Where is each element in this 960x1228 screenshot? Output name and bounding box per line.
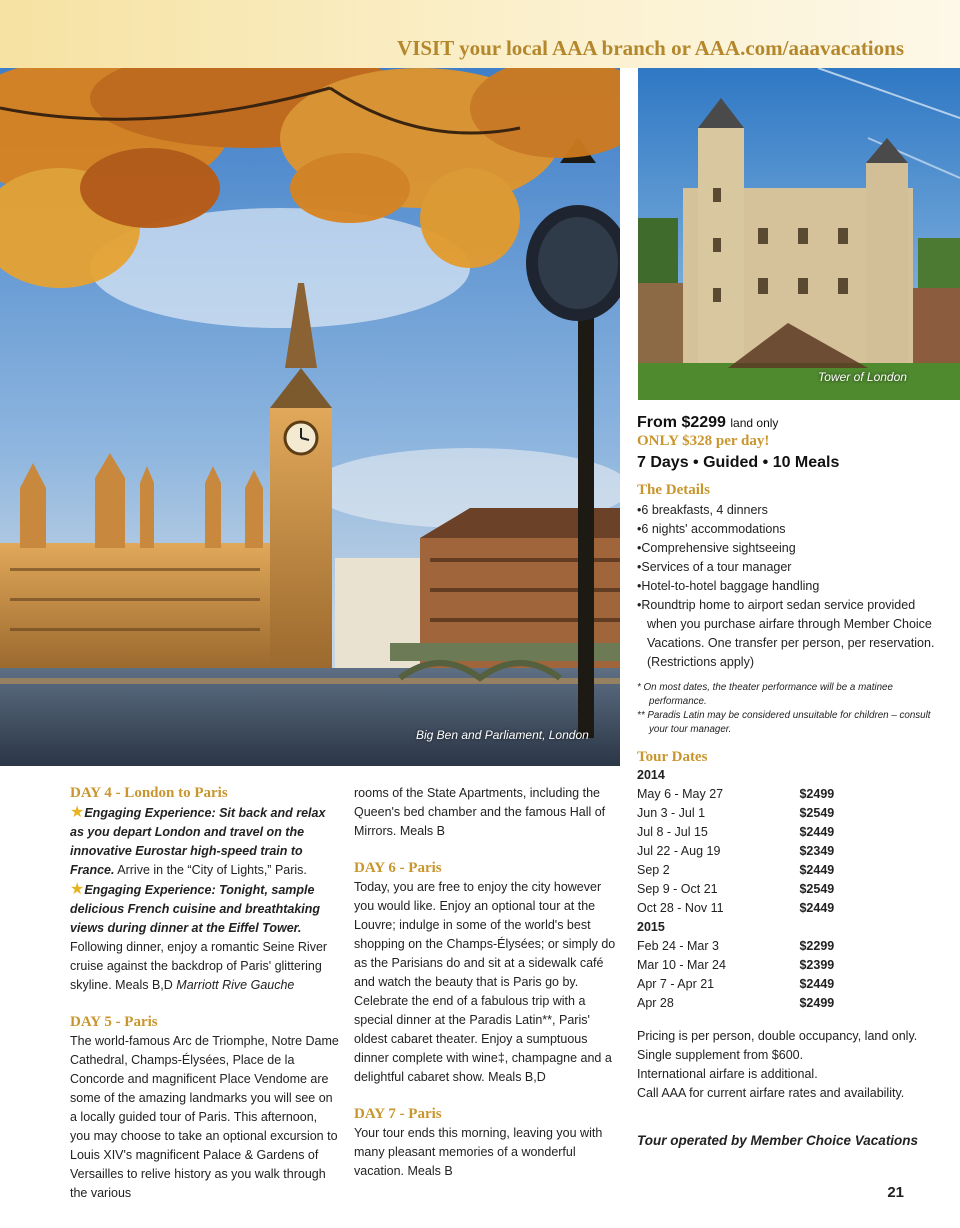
tower-caption: Tower of London	[818, 370, 907, 384]
date-range: Sep 2	[637, 863, 670, 877]
list-item: • Hotel-to-hotel baggage handling	[637, 577, 937, 596]
date-range: Sep 9 - Oct 21	[637, 882, 718, 896]
banner-text: VISIT your local AAA branch or AAA.com/aaavacations	[397, 36, 904, 60]
date-price: $2549	[799, 806, 835, 820]
date-price: $2449	[799, 977, 835, 991]
list-item: • 6 nights' accommodations	[637, 520, 937, 539]
table-row	[637, 994, 863, 1013]
day7-heading: DAY 7 - Paris	[354, 1106, 442, 1122]
page-number: 21	[887, 1184, 904, 1201]
table-row	[637, 823, 863, 842]
list-item: • 6 breakfasts, 4 dinners	[637, 501, 937, 520]
hotel-name: Marriott Rive Gauche	[176, 978, 295, 992]
date-price: $2449	[799, 825, 835, 839]
date-price: $2549	[799, 882, 835, 896]
table-row	[637, 880, 863, 899]
price-note: land only	[730, 416, 779, 430]
details-heading: The Details	[637, 482, 710, 498]
date-price: $2499	[799, 996, 835, 1010]
tower-of-london-photo	[638, 68, 960, 400]
day4-heading: DAY 4 - London to Paris	[70, 785, 228, 801]
date-range: Feb 24 - Mar 3	[637, 939, 719, 953]
engaging-experience: Engaging Experience: Sit back and relax as you depart London and travel on the innovative Eurostar high-speed train to France.	[70, 806, 326, 877]
date-price: $2399	[799, 958, 835, 972]
list-item: • Comprehensive sightseeing	[637, 539, 937, 558]
table-row	[637, 899, 863, 918]
list-item: • Services of a tour manager	[637, 558, 937, 577]
tour-summary: 7 Days • Guided • 10 Meals	[637, 454, 840, 471]
day5-heading: DAY 5 - Paris	[70, 1014, 158, 1030]
date-range: Mar 10 - Mar 24	[637, 958, 726, 972]
details-list	[637, 501, 937, 672]
price-line	[637, 414, 937, 432]
table-row	[637, 918, 863, 937]
pricing-line: Pricing is per person, double occupancy, land only.	[637, 1029, 918, 1043]
star-icon: ★	[70, 881, 85, 898]
pricing-notes	[637, 1027, 937, 1103]
day4-text: Arrive in the “City of Lights,” Paris.	[114, 863, 307, 877]
pricing-line: Call AAA for current airfare rates and availability.	[637, 1086, 905, 1100]
date-price: $2499	[799, 787, 835, 801]
table-row	[637, 956, 863, 975]
footnote: * On most dates, the theater performance will be a matinee performance.	[637, 682, 893, 707]
day5-body-continued: rooms of the State Apartments, including the Queen's bed chamber and the famous Hall of Mirrors. Meals B	[354, 786, 606, 838]
price-from: From $2299	[637, 414, 726, 431]
day6-heading: DAY 6 - Paris	[354, 860, 442, 876]
date-price: $2449	[799, 863, 835, 877]
pricing-line: Single supplement from $600.	[637, 1048, 804, 1062]
day6-body: Today, you are free to enjoy the city however you would like. Enjoy an optional tour at the Louvre; indulge in some of the world's best shopping on the Champs-Élysées; or simply do as the Parisians do and sit at a sidewalk café and watch the beauty that is Paris go by. Celebrate the end of a fabulous trip with a special dinner at the Paradis Latin**, Paris' oldest cabaret theater. Enjoy a sumptuous dinner complete with wine‡, champagne and a delightful cabaret show. Meals B,D	[354, 880, 616, 1084]
pricing-line: International airfare is additional.	[637, 1067, 818, 1081]
top-banner	[0, 0, 960, 68]
table-row	[637, 766, 863, 785]
date-range: Jun 3 - Jul 1	[637, 806, 706, 820]
date-range: Jul 22 - Aug 19	[637, 844, 721, 858]
table-row	[637, 975, 863, 994]
offer-column	[637, 414, 937, 1148]
day7-body: Your tour ends this morning, leaving you with many pleasant memories of a wonderful vacation. Meals B	[354, 1126, 603, 1178]
big-ben-photo	[0, 68, 620, 766]
date-price: $2349	[799, 844, 835, 858]
year-label: 2015	[637, 920, 665, 934]
day5-body: The world-famous Arc de Triomphe, Notre Dame Cathedral, Champs-Élysées, Place de la Concorde and magnificent Place Vendome are some of the amazing landmarks you will see on a locally guided tour of Paris. This afternoon, you may choose to take an optional excursion to Louis XIV's magnificent Palace & Gardens of Versailles to relive history as you walk through the various	[70, 1034, 339, 1200]
footnotes	[637, 681, 937, 737]
date-price: $2299	[799, 939, 835, 953]
per-day-price: ONLY $328 per day!	[637, 433, 770, 449]
star-icon: ★	[70, 804, 85, 821]
itinerary-column-1	[70, 784, 340, 1203]
list-item: • Roundtrip home to airport sedan service provided when you purchase airfare through Member Choice Vacations. One transfer per person, per reservation. (Restrictions apply)	[637, 596, 937, 672]
tour-dates-heading: Tour Dates	[637, 749, 708, 765]
itinerary-column-2	[354, 784, 620, 1181]
operated-by: Tour operated by Member Choice Vacations	[637, 1133, 919, 1148]
day4-text: Following dinner, enjoy a romantic Seine River cruise against the backdrop of Paris' glittering skyline. Meals B,D	[70, 940, 328, 992]
date-range: May 6 - May 27	[637, 787, 724, 801]
table-row	[637, 785, 863, 804]
day4-body	[70, 803, 340, 995]
year-label: 2014	[637, 768, 665, 782]
big-ben-caption: Big Ben and Parliament, London	[416, 728, 589, 742]
table-row	[637, 861, 863, 880]
table-row	[637, 804, 863, 823]
date-price: $2449	[799, 901, 835, 915]
date-range: Apr 7 - Apr 21	[637, 977, 715, 991]
table-row	[637, 842, 863, 861]
date-range: Oct 28 - Nov 11	[637, 901, 724, 915]
tour-dates-table	[637, 766, 863, 1013]
table-row	[637, 937, 863, 956]
footnote: ** Paradis Latin may be considered unsuitable for children – consult your tour manager.	[637, 710, 931, 735]
engaging-experience: Engaging Experience: Tonight, sample delicious French cuisine and breathtaking views during dinner at the Eiffel Tower.	[70, 883, 321, 935]
date-range: Jul 8 - Jul 15	[637, 825, 708, 839]
date-range: Apr 28	[637, 996, 674, 1010]
